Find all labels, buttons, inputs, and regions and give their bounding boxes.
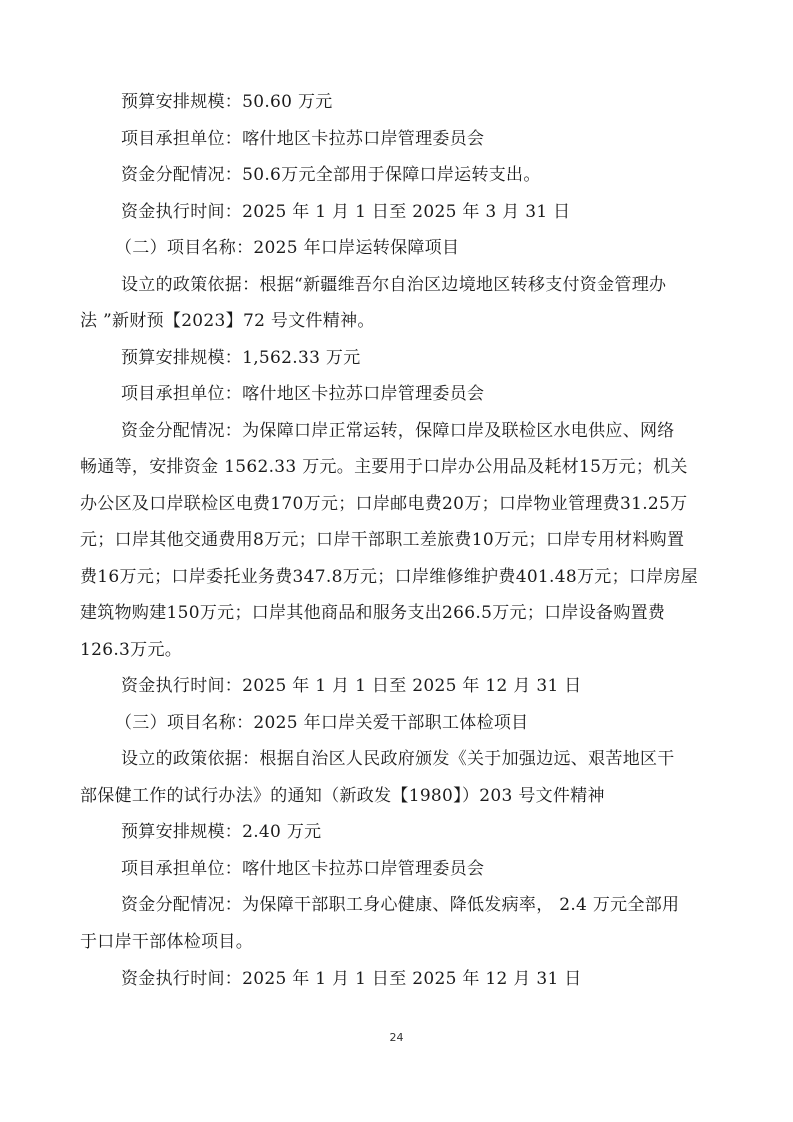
text-line: 资金分配情况：为保障干部职工身心健康、降低发病率， 2.4 万元全部用 xyxy=(121,895,680,915)
text-line: 项目承担单位：喀什地区卡拉苏口岸管理委员会 xyxy=(121,859,485,879)
text-line: 项目承担单位：喀什地区卡拉苏口岸管理委员会 xyxy=(121,129,485,149)
text-line: 设立的政策依据：根据自治区人民政府颁发《关于加强边远、艰苦地区干 xyxy=(121,749,675,769)
text-line: 预算安排规模：2.40 万元 xyxy=(121,822,322,842)
text-line: 项目承担单位：喀什地区卡拉苏口岸管理委员会 xyxy=(121,384,485,404)
section-heading: （三）项目名称：2025 年口岸关爱干部职工体检项目 xyxy=(115,713,529,733)
text-line: 资金执行时间：2025 年 1 月 1 日至 2025 年 12 月 31 日 xyxy=(121,676,582,696)
text-line: 部保健工作的试行办法》的通知（新政发【1980】）203 号文件精神 xyxy=(80,786,605,806)
text-line: 预算安排规模：1,562.33 万元 xyxy=(121,348,361,368)
text-line: 资金执行时间：2025 年 1 月 1 日至 2025 年 3 月 31 日 xyxy=(121,202,571,222)
text-line: 资金分配情况：为保障口岸正常运转，保障口岸及联检区水电供应、网络 xyxy=(121,421,675,441)
section-heading: （二）项目名称：2025 年口岸运转保障项目 xyxy=(115,238,460,258)
text-line: 费16万元；口岸委托业务费347.8万元；口岸维修维护费401.48万元；口岸房屋 xyxy=(80,567,699,587)
text-line: 于口岸干部体检项目。 xyxy=(80,932,253,952)
page-number: 24 xyxy=(389,1031,404,1044)
text-line: 设立的政策依据：根据“新疆维吾尔自治区边境地区转移支付资金管理办 xyxy=(121,275,667,295)
text-line: 资金执行时间：2025 年 1 月 1 日至 2025 年 12 月 31 日 xyxy=(121,969,582,989)
text-line: 法 ”新财预【2023】72 号文件精神。 xyxy=(80,311,375,331)
text-line: 畅通等，安排资金 1562.33 万元。主要用于口岸办公用品及耗材15万元；机关 xyxy=(80,457,688,477)
text-line: 预算安排规模：50.60 万元 xyxy=(121,92,333,112)
text-line: 元；口岸其他交通费用8万元；口岸干部职工差旅费10万元；口岸专用材料购置 xyxy=(80,530,685,550)
text-line: 资金分配情况：50.6万元全部用于保障口岸运转支出。 xyxy=(121,165,541,185)
text-line: 建筑物购建150万元；口岸其他商品和服务支出266.5万元；口岸设备购置费 xyxy=(80,603,666,623)
text-line: 办公区及口岸联检区电费170万元；口岸邮电费20万；口岸物业管理费31.25万 xyxy=(80,494,688,514)
text-line: 126.3万元。 xyxy=(80,640,183,660)
